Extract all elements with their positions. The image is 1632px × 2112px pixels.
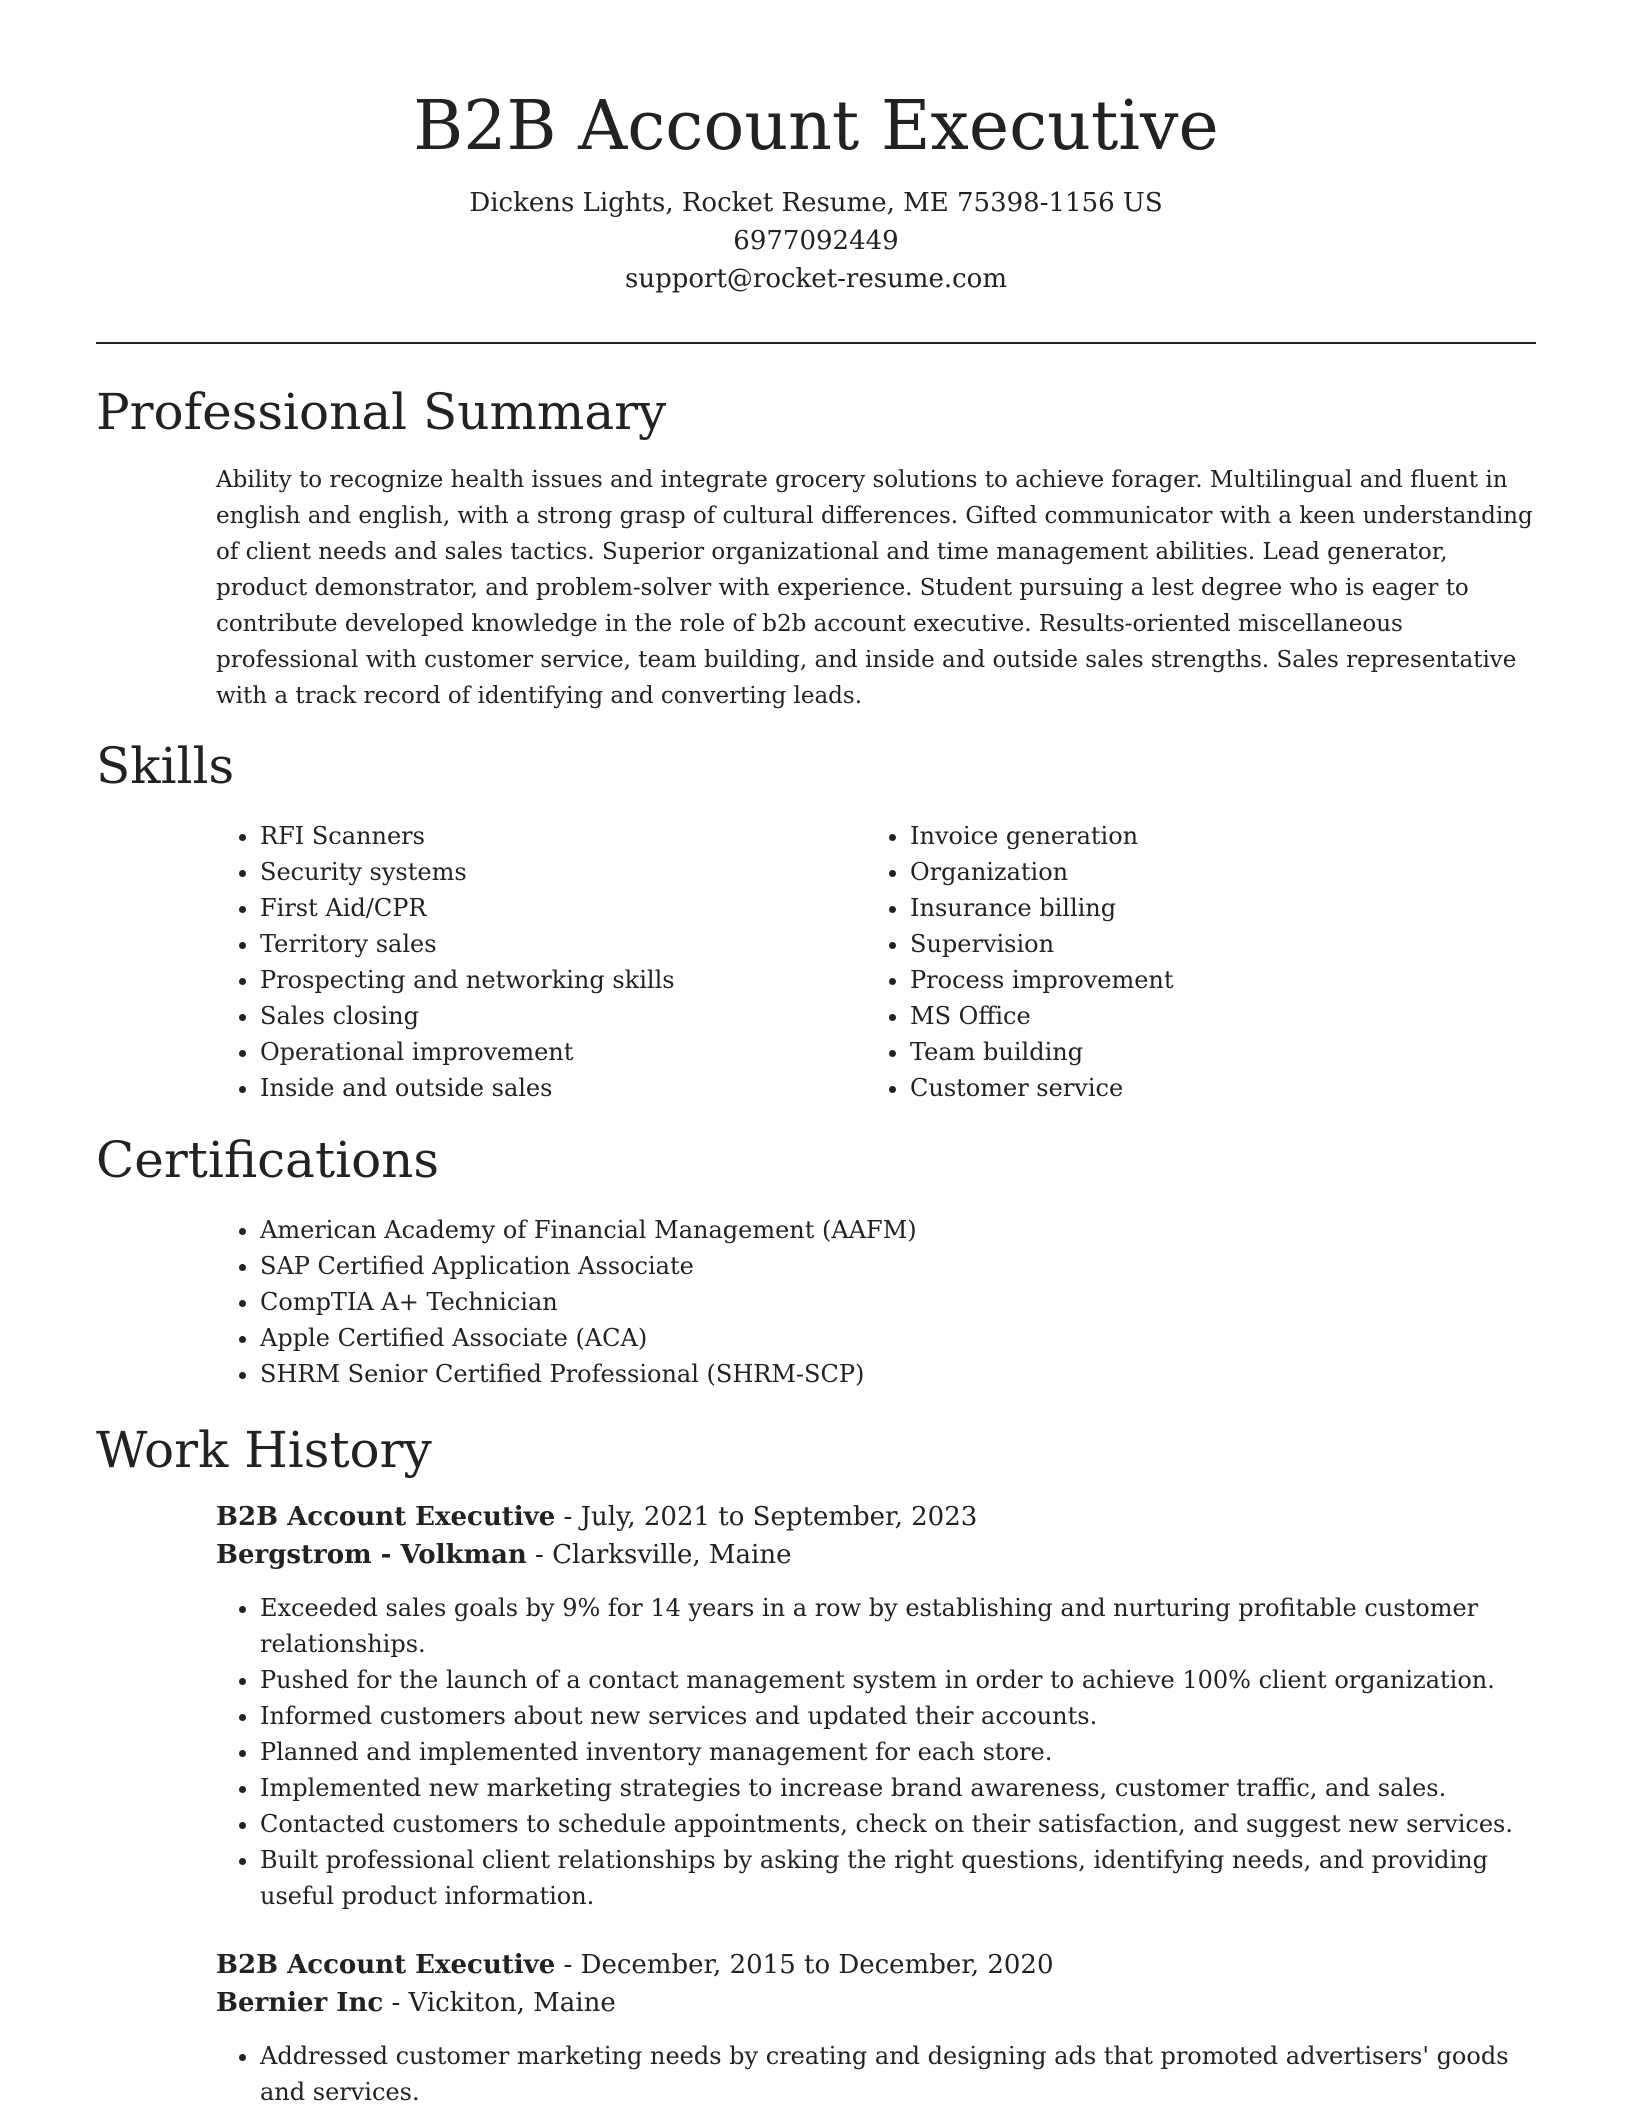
job-duties-list [216, 2038, 1536, 2110]
certification-item: • Apple Certified Associate (ACA) [260, 1320, 1416, 1356]
job-title-line [216, 1946, 1536, 1984]
contact-info [0, 184, 1632, 298]
job-duty: • Informed customers about new services and updated their accounts. [260, 1698, 1536, 1734]
job-company: Bergstrom - Volkman [216, 1540, 527, 1570]
job-company-line [216, 1984, 1536, 2022]
skill-item: • Sales closing [260, 998, 856, 1034]
job-duty: • Addressed customer marketing needs by creating and designing ads that promoted advertisers' goods and services. [260, 2038, 1536, 2110]
job-dates: December, 2015 to December, 2020 [580, 1950, 1054, 1980]
job-location: Clarksville, Maine [552, 1540, 792, 1570]
skill-item: • Inside and outside sales [260, 1070, 856, 1106]
skills-column-left [216, 818, 856, 1106]
job-duty: • Pushed for the launch of a contact management system in order to achieve 100% client organization. [260, 1662, 1536, 1698]
skill-item: • Invoice generation [910, 818, 1506, 854]
section-title-skills: Skills [96, 737, 235, 795]
job-title: B2B Account Executive [216, 1950, 556, 1980]
certification-item: • SAP Certified Application Associate [260, 1248, 1416, 1284]
skills-list-right [866, 818, 1506, 1106]
job-duty: • Planned and implemented inventory management for each store. [260, 1734, 1536, 1770]
job-separator: - [391, 1988, 409, 2018]
job-entry [216, 1498, 1536, 1914]
job-location: Vickiton, Maine [408, 1988, 616, 2018]
job-duty: • Contacted customers to schedule appointments, check on their satisfaction, and suggest new services. [260, 1806, 1536, 1842]
certifications-list [216, 1212, 1416, 1392]
skill-item: • Customer service [910, 1070, 1506, 1106]
job-dates: July, 2021 to September, 2023 [580, 1502, 978, 1532]
header-divider [96, 342, 1536, 344]
skill-item: • RFI Scanners [260, 818, 856, 854]
section-title-summary: Professional Summary [96, 383, 667, 441]
job-company: Bernier Inc [216, 1988, 384, 2018]
summary-text: Ability to recognize health issues and integrate grocery solutions to achieve forager. Multilingual and fluent in english and english, with a strong grasp of cultural differences. Gifted communicator with a keen understanding of client needs and sales tactics. Superior organizational and time management abilities. Lead generator, product demonstrator, and problem-solver with experience. Student pursuing a lest degree who is eager to contribute developed knowledge in the role of b2b account executive. Results-oriented miscellaneous professional with customer service, team building, and inside and outside sales strengths. Sales representative with a track record of identifying and converting leads. [216, 467, 1533, 709]
skills-list-left [216, 818, 856, 1106]
resume-header [0, 0, 1632, 298]
job-separator: - [535, 1540, 553, 1570]
skill-item: • MS Office [910, 998, 1506, 1034]
job-separator: - [563, 1502, 581, 1532]
job-title-line [216, 1498, 1536, 1536]
skill-item: • Process improvement [910, 962, 1506, 998]
skill-item: • Operational improvement [260, 1034, 856, 1070]
skill-item: • Security systems [260, 854, 856, 890]
skill-item: • Prospecting and networking skills [260, 962, 856, 998]
job-duty: • Implemented new marketing strategies to increase brand awareness, customer traffic, and sales. [260, 1770, 1536, 1806]
skill-item: • Territory sales [260, 926, 856, 962]
skill-item: • Team building [910, 1034, 1506, 1070]
skill-item: • Insurance billing [910, 890, 1506, 926]
job-company-line [216, 1536, 1536, 1574]
skill-item: • First Aid/CPR [260, 890, 856, 926]
section-title-work-history: Work History [96, 1421, 432, 1479]
skill-item: • Supervision [910, 926, 1506, 962]
contact-address: Dickens Lights, Rocket Resume, ME 75398-1156 US [469, 188, 1163, 218]
certification-item: • CompTIA A+ Technician [260, 1284, 1416, 1320]
job-duties-list [216, 1590, 1536, 1914]
candidate-name: B2B Account Executive [413, 87, 1219, 166]
section-title-certifications: Certifications [96, 1131, 440, 1189]
certification-item: • SHRM Senior Certified Professional (SHRM-SCP) [260, 1356, 1416, 1392]
certification-item: • American Academy of Financial Management (AAFM) [260, 1212, 1416, 1248]
certifications-block [216, 1212, 1416, 1392]
job-entry [216, 1946, 1536, 2110]
job-separator: - [563, 1950, 581, 1980]
job-duty: • Exceeded sales goals by 9% for 14 years in a row by establishing and nurturing profitable customer relationships. [260, 1590, 1536, 1662]
skills-column-right [866, 818, 1506, 1106]
job-title: B2B Account Executive [216, 1502, 556, 1532]
skill-item: • Organization [910, 854, 1506, 890]
contact-phone: 6977092449 [733, 226, 899, 256]
contact-email: support@rocket-resume.com [624, 264, 1007, 294]
job-duty: • Built professional client relationships by asking the right questions, identifying needs, and providing useful product information. [260, 1842, 1536, 1914]
